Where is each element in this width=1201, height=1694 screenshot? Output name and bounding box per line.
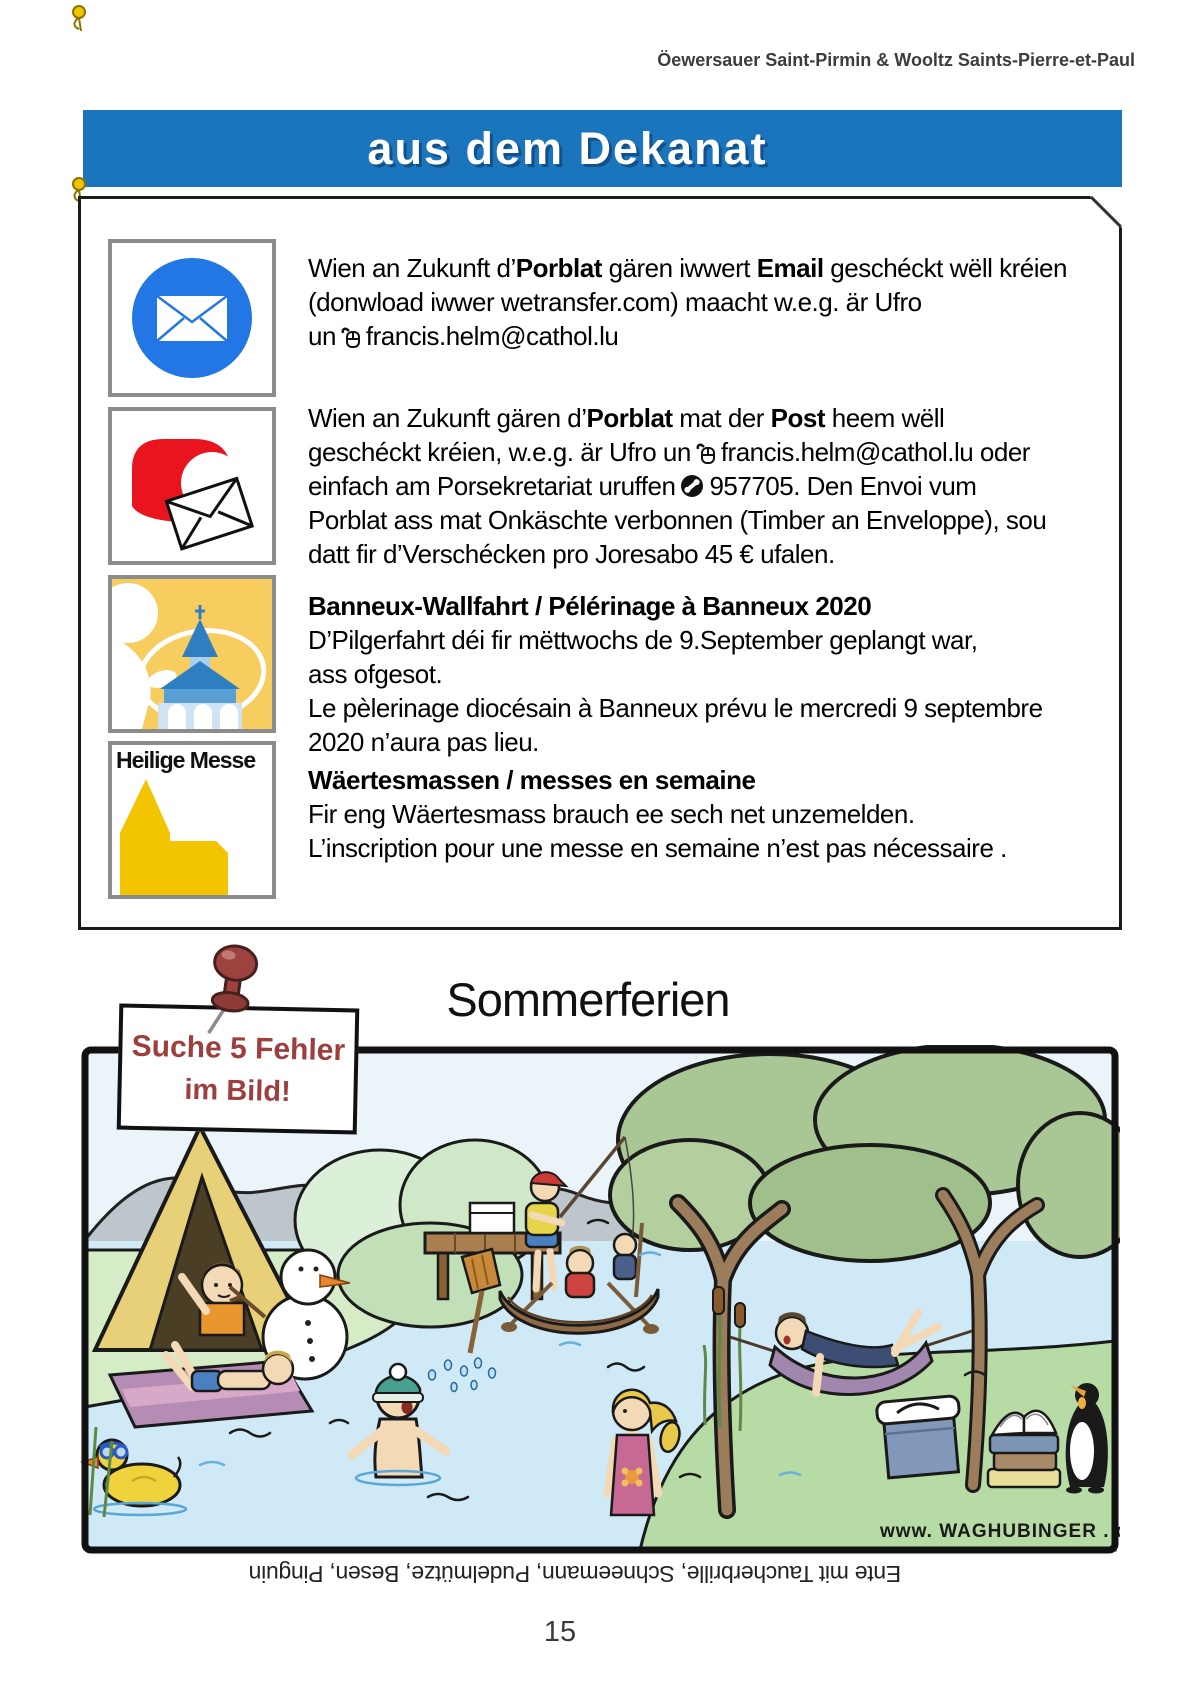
sign-line-1: Suche 5 Fehler xyxy=(131,1029,346,1068)
phone-icon xyxy=(680,474,704,498)
mouse-icon xyxy=(341,326,361,348)
post-paragraph: Wien an Zukunft gären d’Porblat mat der Post heem wëll geschéckt kréien, w.e.g. är Ufro un francis.helm@cathol.lu oder einfach am Porsekretariat uruffen 957705. Den Envoi vum Porblat ass mat Onkäschte verbonnen (Timber an Enveloppe), sou datt fir d’Verschécken pro Joresabo 45 € ufalen. xyxy=(308,403,1047,569)
church-silhouette xyxy=(120,779,228,895)
artist-signature: www. WAGHUBINGER . de xyxy=(880,1521,1120,1542)
page-number: 15 xyxy=(543,1616,577,1648)
banneux-section: Banneux-Wallfahrt / Pélérinage à Banneux 2020 D’Pilgerfahrt déi fir mëttwochs de 9.September geplangt war, ass ofgesot. Le pèlerinage diocésain à Banneux prévu le mercredi 9 septembre 2020 n’aura pas lieu. xyxy=(308,591,1043,757)
banner-title: aus dem Dekanat xyxy=(367,122,768,174)
banneux-icon xyxy=(108,575,276,733)
sign-line-2: im Bild! xyxy=(184,1073,292,1109)
pushpin-icon xyxy=(190,933,275,1044)
holy-mass-label: Heilige Messe xyxy=(116,747,256,773)
section-banner xyxy=(83,110,1122,187)
weekday-mass-heading: Wäertesmassen / messes en semaine xyxy=(308,765,756,795)
dekanat-box xyxy=(78,196,1122,930)
holy-mass-icon xyxy=(108,741,276,899)
mailbox-icon xyxy=(108,407,276,565)
errors-solution-caption: Ente mit Taucherbrille, Schneemann, Pudelmütze, Besen, Pinguin xyxy=(248,1561,902,1587)
email-icon xyxy=(108,239,276,397)
banneux-heading: Banneux-Wallfahrt / Pélérinage à Banneux 2020 xyxy=(308,591,872,621)
page-curl xyxy=(1090,196,1122,228)
email-paragraph: Wien an Zukunft d’Porblat gären iwwert Email geschéckt wëll kréien (donwload iwwer wetransfer.com) maacht w.e.g. är Ufro un francis.helm@cathol.lu xyxy=(308,253,1067,351)
cooler xyxy=(876,1396,964,1479)
page-header: Öewersauer Saint-Pirmin & Wooltz Saints-Pierre-et-Paul xyxy=(657,50,1135,70)
suchbild-title: Sommerferien xyxy=(446,973,730,1026)
weekday-mass-section: Wäertesmassen / messes en semaine Fir eng Wäertesmass brauch ee sech net unzemelden. L’inscription pour une messe en semaine n’est pas nécessaire . xyxy=(308,765,1007,863)
pin-icon xyxy=(68,4,90,32)
mouse-icon xyxy=(696,442,716,464)
